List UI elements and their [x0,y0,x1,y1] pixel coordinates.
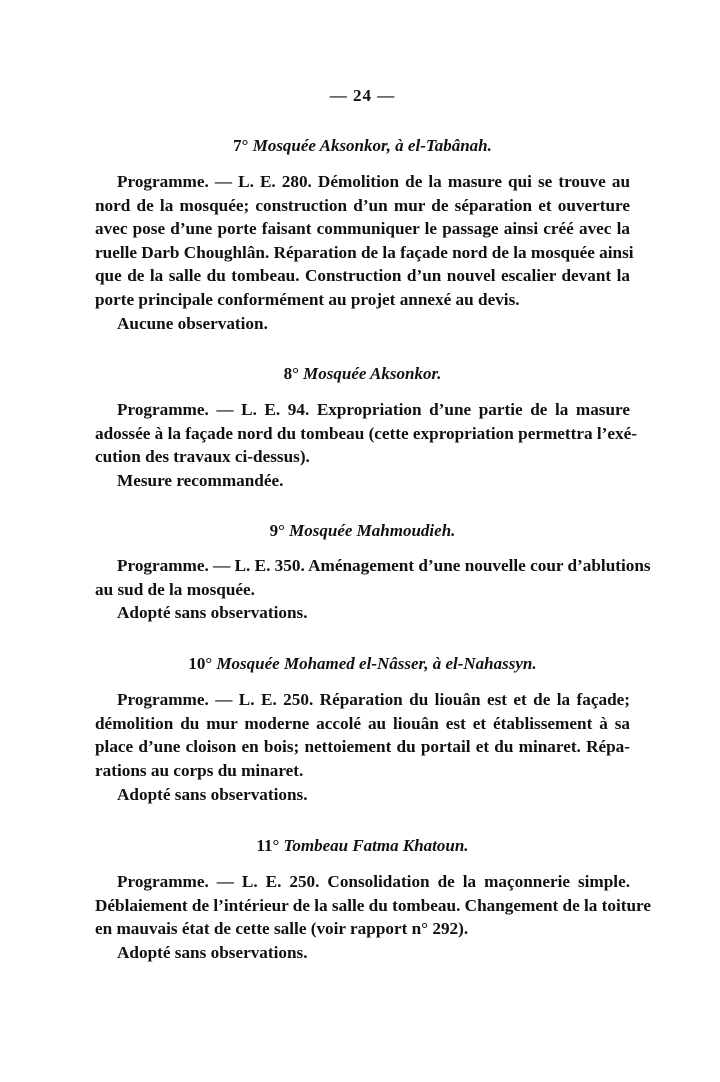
paragraph-line: en mauvais état de cette salle (voir rapport n° 292). [95,919,469,939]
section-decision-8: Mesure recommandée. [117,471,284,490]
section-number: 7° [233,136,249,155]
section-number: 11° [256,836,280,855]
section-number: 10° [188,654,213,673]
section-heading-10 [95,654,630,674]
section-number: 9° [269,521,285,540]
paragraph-line: Programme. — L. E. 250. Réparation du liouân est et de la façade; [117,690,630,709]
paragraph-line: au sud de la mosquée. [95,579,255,599]
section-paragraph-9 [95,554,651,601]
paragraph-line: que de la salle du tombeau. Construction d’un nouvel escalier devant la [95,266,630,286]
section-title: Tombeau Fatma Khatoun. [283,836,469,855]
paragraph-line: avec pose d’une porte faisant communiquer le passage ainsi créé avec la [95,219,630,239]
section-title: Mosquée Mohamed el-Nâsser, à el-Nahassyn. [216,654,537,673]
section-title: Mosquée Mahmoudieh. [289,521,456,540]
paragraph-line: place d’une cloison en bois; nettoiement du portail et du minaret. Répa- [95,737,630,757]
paragraph-line: adossée à la façade nord du tombeau (cette expropriation permettra l’exé- [95,423,637,443]
section-heading-9 [95,521,630,541]
paragraph-line: Programme. — L. E. 280. Démolition de la masure qui se trouve au [117,172,630,191]
section-decision-10: Adopté sans observations. [117,785,308,804]
section-title: Mosquée Aksonkor, à el-Tabânah. [252,136,492,155]
section-heading-7 [95,136,630,156]
section-decision-9: Adopté sans observations. [117,603,308,622]
paragraph-line: cution des travaux ci-dessus). [95,447,310,467]
paragraph-line: nord de la mosquée; construction d’un mur de séparation et ouverture [95,195,630,215]
paragraph-line: Programme. — L. E. 94. Expropriation d’une partie de la masure [117,400,630,419]
section-number: 8° [283,364,299,383]
paragraph-line: Programme. — L. E. 350. Aménagement d’une nouvelle cour d’ablutions [117,556,651,575]
paragraph-line: Déblaiement de l’intérieur de la salle du tombeau. Changement de la toiture [95,895,652,915]
section-heading-11 [95,836,630,856]
section-decision-7: Aucune observation. [117,314,268,333]
section-heading-8 [95,364,630,384]
section-title: Mosquée Aksonkor. [303,364,442,383]
paragraph-line: Programme. — L. E. 250. Consolidation de la maçonnerie simple. [117,872,630,891]
section-decision-11: Adopté sans observations. [117,943,308,962]
paragraph-line: ruelle Darb Choughlân. Réparation de la façade nord de la mosquée ainsi [95,242,634,262]
section-paragraph-10 [95,688,630,782]
paragraph-line: rations au corps du minaret. [95,760,304,780]
page-number: — 24 — [329,86,396,105]
section-paragraph-7 [95,170,634,312]
paragraph-line: porte principale conformément au projet annexé au devis. [95,289,520,309]
section-paragraph-8 [95,398,637,469]
paragraph-line: démolition du mur moderne accolé au liouân est et établissement à sa [95,713,630,733]
section-paragraph-11 [95,870,652,941]
